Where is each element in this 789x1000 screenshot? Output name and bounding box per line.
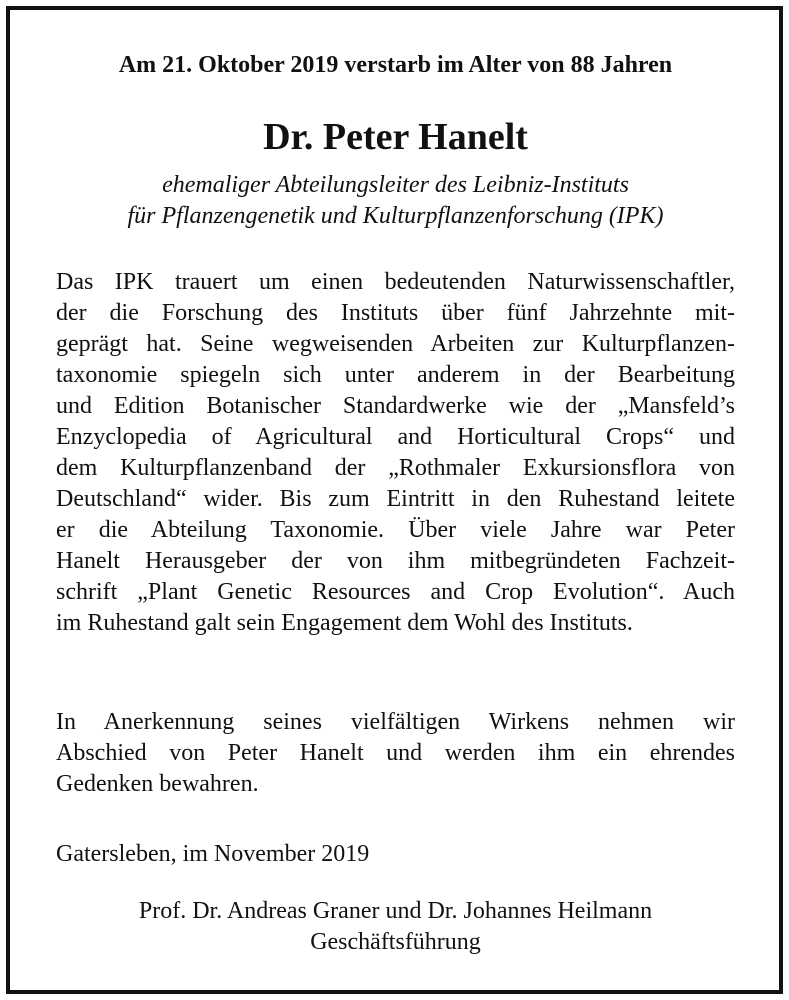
paragraph-line: taxonomie spiegeln sich unter anderem in der Bearbeitung [56, 362, 735, 388]
paragraph-line: Das IPK trauert um einen bedeutenden Naturwissenschaftler, [56, 269, 735, 295]
paragraph-line: Hanelt Herausgeber der von ihm mitbegründeten Fachzeit- [56, 548, 735, 574]
paragraph-line: In Anerkennung seines vielfältigen Wirkens nehmen wir [56, 709, 735, 735]
paragraph-line: im Ruhestand galt sein Engagement dem Wohl des Instituts. [56, 610, 633, 636]
signer-names: Prof. Dr. Andreas Graner und Dr. Johannes Heilmann [138, 898, 653, 924]
paragraph-line: schrift „Plant Genetic Resources and Crop Evolution“. Auch [56, 579, 735, 605]
deceased-name: Dr. Peter Hanelt [263, 116, 528, 158]
paragraph-line: Abschied von Peter Hanelt und werden ihm ein ehrendes [56, 740, 735, 766]
deceased-title-line: ehemaliger Abteilungsleiter des Leibniz-Instituts [162, 172, 629, 198]
notice-border [6, 6, 783, 994]
farewell-paragraph [56, 707, 735, 800]
deceased-title-line: für Pflanzengenetik und Kulturpflanzenforschung (IPK) [127, 203, 664, 229]
paragraph-line: dem Kulturpflanzenband der „Rothmaler Exkursionsflora von [56, 455, 735, 481]
paragraph-line: der die Forschung des Instituts über fünf Jahrzehnte mit- [56, 300, 735, 326]
paragraph-line: Deutschland“ wider. Bis zum Eintritt in den Ruhestand leitete [56, 486, 735, 512]
tribute-paragraph [56, 267, 735, 639]
paragraph-line: und Edition Botanischer Standardwerke wie der „Mansfeld’s [56, 393, 735, 419]
paragraph-line: geprägt hat. Seine wegweisenden Arbeiten zur Kulturpflanzen- [56, 331, 735, 357]
death-announcement-headline: Am 21. Oktober 2019 verstarb im Alter von 88 Jahren [118, 52, 673, 78]
signature-block [56, 896, 735, 958]
signer-role: Geschäftsführung [310, 929, 481, 955]
paragraph-line: Gedenken bewahren. [56, 771, 259, 797]
place-and-date: Gatersleben, im November 2019 [56, 841, 370, 867]
paragraph-line: er die Abteilung Taxonomie. Über viele Jahre war Peter [56, 517, 735, 543]
deceased-title [56, 170, 735, 232]
paragraph-line: Enzyclopedia of Agricultural and Horticultural Crops“ und [56, 424, 735, 450]
